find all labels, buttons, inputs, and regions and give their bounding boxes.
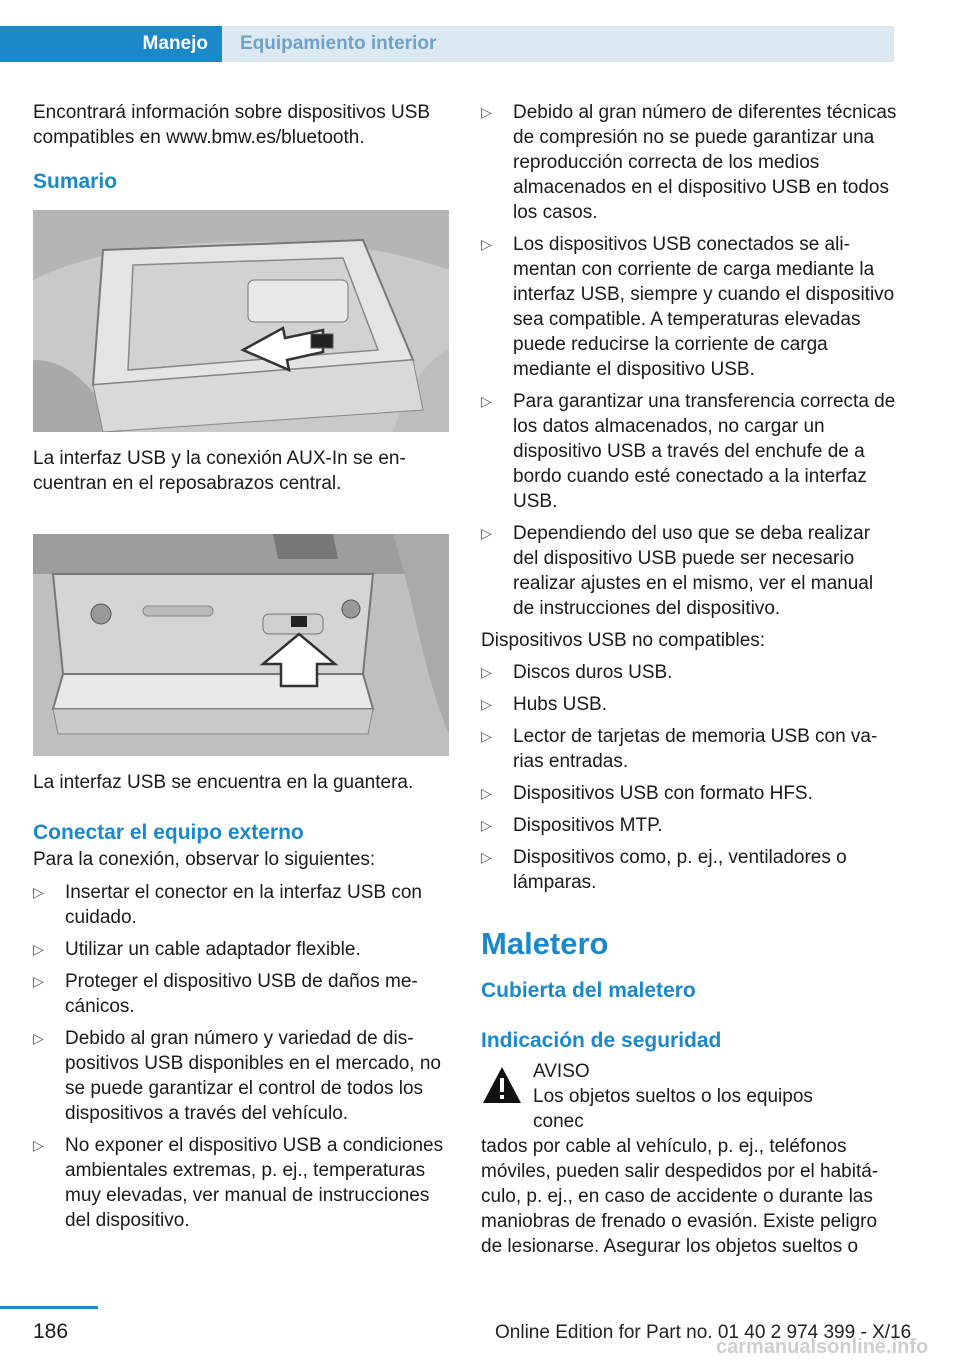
caption-armrest: La interfaz USB y la conexión AUX-In se encuentran en el reposabrazos central. [33, 448, 406, 494]
conectar-intro: Para la conexión, observar lo siguientes: [33, 849, 376, 870]
intro-paragraph: Encontrará información sobre dispositivos USB compatibles en www.bmw.es/bluetooth. [33, 102, 431, 148]
triangle-bullet-icon: ▷ [481, 393, 492, 409]
triangle-bullet-icon: ▷ [481, 525, 492, 541]
list-item: ▷ Insertar el conector en la interfaz USB con cuidado. [33, 882, 422, 928]
list-item: ▷ Los dispositivos USB conectados se alimentan con corriente de carga mediante la interfaz USB, siempre y cuando el dispositivo sea compatible. A temperaturas elevadas puede reducirse la corriente de carga mediante el dispositivo USB. [481, 234, 895, 380]
conectar-list [33, 880, 449, 1233]
warning-triangle-icon [481, 1065, 523, 1105]
triangle-bullet-icon: ▷ [481, 849, 492, 865]
triangle-bullet-icon: ▷ [33, 941, 44, 957]
caption-glovebox: La interfaz USB se encuentra en la guantera. [33, 772, 414, 793]
glovebox-usb-photo [33, 534, 449, 756]
triangle-bullet-icon: ▷ [33, 884, 44, 900]
heading-indicacion: Indicación de seguridad [481, 1029, 722, 1052]
tab-equipamiento-interior[interactable]: Equipamiento interior [222, 26, 894, 62]
page-header [0, 0, 960, 64]
incompatible-list [481, 660, 897, 895]
list-item: ▷ No exponer el dispositivo USB a condiciones ambientales extremas, p. ej., temperaturas muy elevadas, ver manual de instrucciones del dispositivo. [33, 1135, 444, 1231]
page-number: 186 [33, 1320, 69, 1343]
triangle-bullet-icon: ▷ [481, 785, 492, 801]
list-item: ▷ Dispositivos como, p. ej., ventiladores o lámparas. [481, 847, 847, 893]
heading-maletero: Maletero [481, 926, 609, 961]
list-item: ▷ Dependiendo del uso que se deba realizar del dispositivo USB puede ser necesario realizar ajustes en el mismo, ver el manual de instrucciones del dispositivo. [481, 523, 874, 619]
incompatible-intro: Dispositivos USB no compatibles: [481, 630, 766, 651]
triangle-bullet-icon: ▷ [481, 664, 492, 680]
triangle-bullet-icon: ▷ [33, 1030, 44, 1046]
armrest-usb-photo [33, 210, 449, 432]
list-item: ▷ Debido al gran número y variedad de dispositivos USB disponibles en el mercado, no se puede garantizar el control de todos los dispositivos a través del vehículo. [33, 1028, 441, 1124]
warning-block [481, 1059, 897, 1134]
list-item: ▷ Debido al gran número de diferentes técnicas de compresión no se puede garantizar una reproducción correcta de los medios almacenados en el dispositivo USB en todos los casos. [481, 102, 897, 223]
list-item: ▷ Dispositivos MTP. [481, 815, 663, 836]
footer-accent-line [0, 1306, 98, 1309]
triangle-bullet-icon: ▷ [481, 236, 492, 252]
edition-footer: Online Edition for Part no. 01 40 2 974 399 - X/16 [495, 1322, 912, 1343]
usb-notes-list [481, 100, 897, 621]
heading-cubierta: Cubierta del maletero [481, 979, 696, 1002]
heading-conectar: Conectar el equipo externo [33, 821, 304, 844]
triangle-bullet-icon: ▷ [481, 696, 492, 712]
warning-title: AVISO [533, 1061, 590, 1082]
triangle-bullet-icon: ▷ [481, 104, 492, 120]
triangle-bullet-icon: ▷ [33, 1137, 44, 1153]
list-item: ▷ Dispositivos USB con formato HFS. [481, 783, 813, 804]
warning-first-line: Los objetos sueltos o los equipos conec [533, 1086, 813, 1132]
triangle-bullet-icon: ▷ [481, 728, 492, 744]
list-item: ▷ Discos duros USB. [481, 662, 673, 683]
triangle-bullet-icon: ▷ [481, 817, 492, 833]
left-column [33, 100, 449, 1240]
list-item: ▷ Para garantizar una transferencia correcta de los datos almacenados, no cargar un dispositivo USB a través del enchufe de a bordo cuando esté conectado a la interfaz USB. [481, 391, 896, 512]
tab-manejo[interactable]: Manejo [0, 26, 222, 62]
list-item: ▷ Utilizar un cable adaptador flexible. [33, 939, 361, 960]
triangle-bullet-icon: ▷ [33, 973, 44, 989]
warning-text: tados por cable al vehículo, p. ej., teléfonos móviles, pueden salir despedidos por el habitáculo, p. ej., en caso de accidente o durante las maniobras de frenado o evasión. Existe peligro de lesionarse. Asegurar los objetos sueltos o [481, 1136, 879, 1257]
list-item: ▷ Proteger el dispositivo USB de daños mecánicos. [33, 971, 418, 1017]
list-item: ▷ Hubs USB. [481, 694, 607, 715]
right-column [481, 100, 897, 1259]
list-item: ▷ Lector de tarjetas de memoria USB con varias entradas. [481, 726, 878, 772]
watermark: carmanualsonline.info [716, 1336, 929, 1358]
heading-sumario: Sumario [33, 170, 118, 193]
